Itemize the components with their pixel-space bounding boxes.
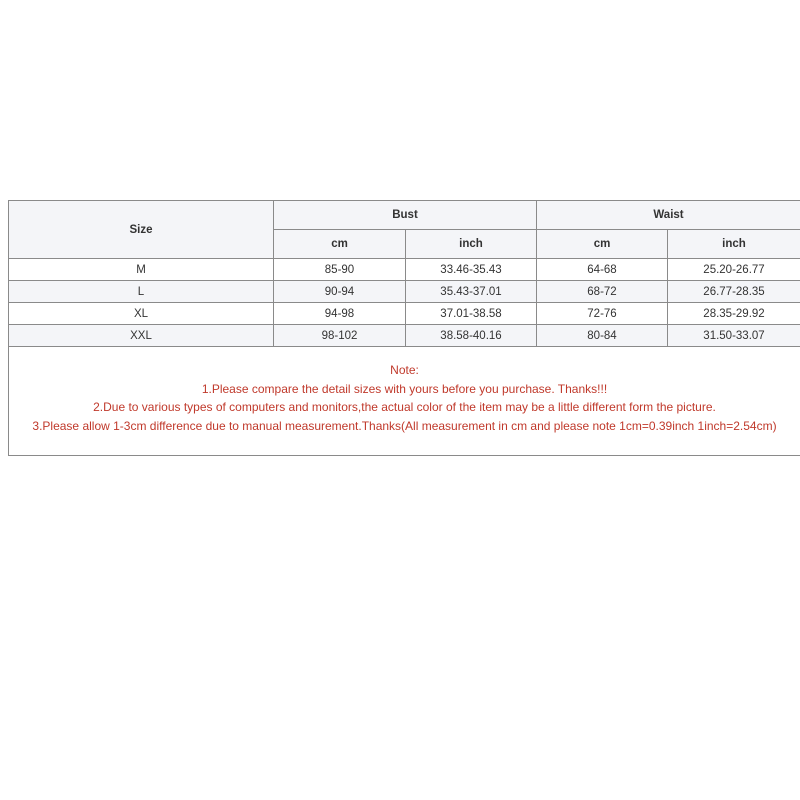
header-bust: Bust (274, 201, 537, 230)
cell-bust-cm: 90-94 (274, 281, 406, 303)
cell-waist-inch: 25.20-26.77 (668, 259, 800, 281)
cell-size: XL (9, 303, 274, 325)
header-waist-cm: cm (537, 230, 668, 259)
table-row (9, 303, 800, 325)
note-cell (9, 347, 800, 456)
header-row-top (9, 201, 800, 230)
size-chart-header (9, 201, 800, 259)
size-chart-body (9, 259, 800, 456)
header-bust-inch: inch (406, 230, 537, 259)
cell-bust-inch: 38.58-40.16 (406, 325, 537, 347)
cell-bust-inch: 33.46-35.43 (406, 259, 537, 281)
cell-bust-cm: 85-90 (274, 259, 406, 281)
size-chart-table (8, 200, 800, 456)
note-line-1: 1.Please compare the detail sizes with yours before you purchase. Thanks!!! (201, 381, 608, 396)
header-size: Size (9, 201, 274, 259)
table-row (9, 325, 800, 347)
cell-waist-inch: 26.77-28.35 (668, 281, 800, 303)
note-line-3: 3.Please allow 1-3cm difference due to manual measurement.Thanks(All measurement in cm and please note 1cm=0.39inch 1inch=2.54cm) (32, 418, 777, 433)
cell-waist-cm: 72-76 (537, 303, 668, 325)
cell-bust-inch: 35.43-37.01 (406, 281, 537, 303)
note-row (9, 347, 800, 456)
cell-bust-cm: 98-102 (274, 325, 406, 347)
cell-waist-cm: 80-84 (537, 325, 668, 347)
table-row (9, 259, 800, 281)
cell-waist-cm: 64-68 (537, 259, 668, 281)
cell-size: L (9, 281, 274, 303)
cell-size: XXL (9, 325, 274, 347)
cell-size: M (9, 259, 274, 281)
header-waist: Waist (537, 201, 800, 230)
cell-waist-cm: 68-72 (537, 281, 668, 303)
header-bust-cm: cm (274, 230, 406, 259)
cell-waist-inch: 31.50-33.07 (668, 325, 800, 347)
table-row (9, 281, 800, 303)
note-title: Note: (390, 363, 419, 377)
note-line-2: 2.Due to various types of computers and monitors,the actual color of the item may be a little different form the picture. (93, 400, 716, 414)
cell-bust-inch: 37.01-38.58 (406, 303, 537, 325)
cell-waist-inch: 28.35-29.92 (668, 303, 800, 325)
header-waist-inch: inch (668, 230, 800, 259)
cell-bust-cm: 94-98 (274, 303, 406, 325)
